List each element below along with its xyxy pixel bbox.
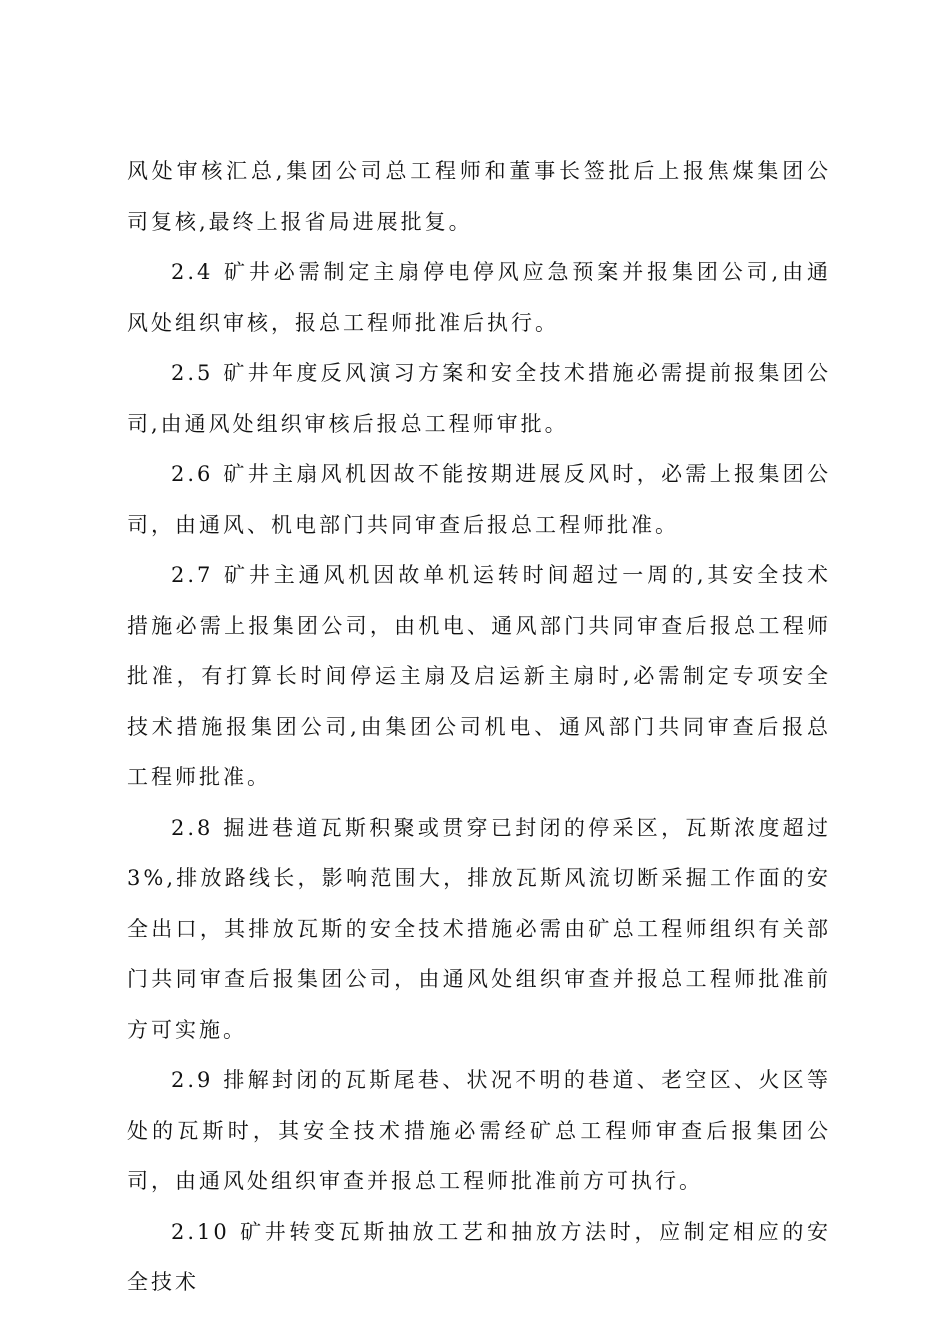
paragraph-2-5: 2.5 矿井年度反风演习方案和安全技术措施必需提前报集团公司,由通风处组织审核后报总工程师审批。 xyxy=(127,361,831,436)
paragraph-2-9: 2.9 排解封闭的瓦斯尾巷、状况不明的巷道、老空区、火区等处的瓦斯时，其安全技术措施必需经矿总工程师审查后报集团公司，由通风处组织审查并报总工程师批准前方可执行。 xyxy=(127,1068,831,1193)
paragraph-2-4: 2.4 矿井必需制定主扇停电停风应急预案并报集团公司,由通风处组织审核，报总工程师批准后执行。 xyxy=(127,260,831,335)
paragraph-2-6: 2.6 矿井主扇风机因故不能按期进展反风时，必需上报集团公司，由通风、机电部门共同审查后报总工程师批准。 xyxy=(127,462,831,537)
paragraph-continuation: 风处审核汇总,集团公司总工程师和董事长签批后上报焦煤集团公司复核,最终上报省局进展批复。 xyxy=(127,159,831,234)
document-page xyxy=(127,146,831,1308)
paragraph-2-8: 2.8 掘进巷道瓦斯积聚或贯穿已封闭的停采区，瓦斯浓度超过 3%,排放路线长，影响范围大，排放瓦斯风流切断采掘工作面的安全出口，其排放瓦斯的安全技术措施必需由矿总工程师组织有关部门共同审查后报集团公司，由通风处组织审查并报总工程师批准前方可实施。 xyxy=(127,815,831,1042)
paragraph-2-7: 2.7 矿井主通风机因故单机运转时间超过一周的,其安全技术措施必需上报集团公司，由机电、通风部门共同审查后报总工程师批准，有打算长时间停运主扇及启运新主扇时,必需制定专项安全技术措施报集团公司,由集团公司机电、通风部门共同审查后报总工程师批准。 xyxy=(127,563,831,789)
paragraph-2-10: 2.10 矿井转变瓦斯抽放工艺和抽放方法时，应制定相应的安全技术 xyxy=(127,1219,831,1294)
